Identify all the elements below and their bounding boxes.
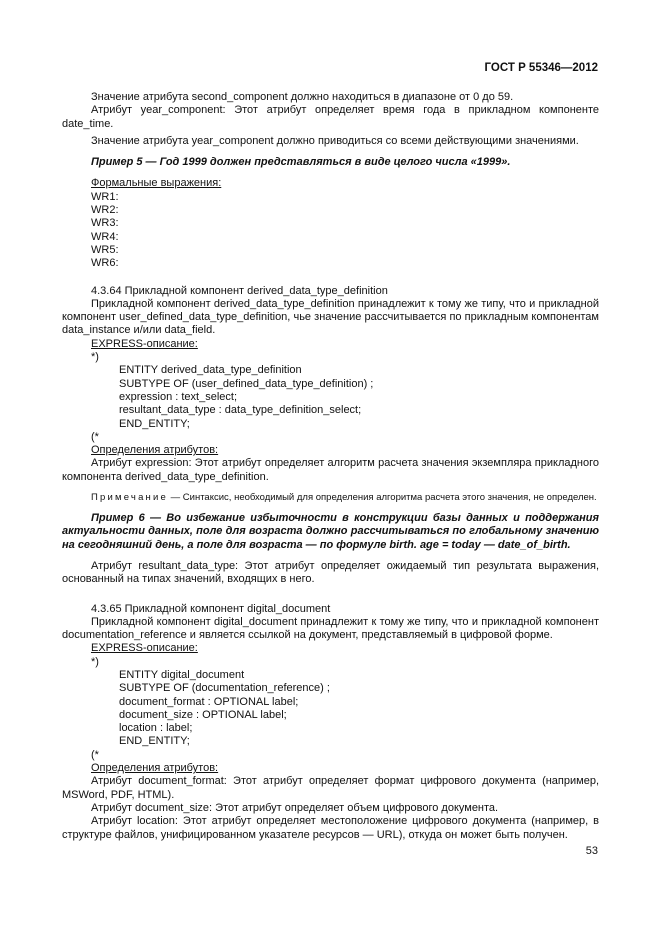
wr-item: WR6:: [91, 257, 119, 270]
attribute-definitions-heading: Определения атрибутов:: [91, 444, 219, 457]
wr-item: WR2:: [91, 204, 119, 217]
page-body: [62, 91, 599, 842]
paragraph: Атрибут resultant_data_type: Этот атрибут определяет ожидаемый тип результата выражения, основанный на типах значений, входящих в него.: [62, 559, 599, 586]
example-6: Пример 6 — Во избежание избыточности в конструкции базы данных и поддержания актуальности данных, поле для возраста должно рассчитываться по глобальному значению на сегодняшний день, а поле для возраста — по формуле birth. age = today — date_of_birth.: [62, 512, 599, 551]
code-line: END_ENTITY;: [119, 735, 190, 748]
paragraph: Значение атрибута year_component должно приводиться со всеми действующими значениями.: [91, 134, 579, 147]
paragraph: Атрибут document_format: Этот атрибут определяет формат цифрового документа (например, MSWord, PDF, HTML).: [62, 775, 599, 801]
paragraph: Атрибут expression: Этот атрибут определяет алгоритм расчета значения экземпляра прикладного компонента derived_data_type_definition.: [62, 457, 599, 483]
code-line: SUBTYPE OF (documentation_reference) ;: [119, 682, 330, 695]
express-open: *): [91, 655, 99, 668]
code-line: ENTITY digital_document: [119, 668, 245, 681]
code-line: resultant_data_type : data_type_definition_select;: [119, 404, 362, 417]
section-heading-4-3-65: 4.3.65 Прикладной компонент digital_document: [91, 602, 331, 615]
code-line: document_size : OPTIONAL label;: [119, 708, 287, 721]
attribute-definitions-heading: Определения атрибутов:: [91, 762, 219, 775]
express-open: *): [91, 351, 99, 364]
paragraph: Прикладной компонент digital_document принадлежит к тому же типу, что и прикладной компонент documentation_reference и является ссылкой на документ, представляемый в цифровой форме.: [62, 615, 599, 642]
code-line: location : label;: [119, 722, 193, 735]
paragraph: Значение атрибута second_component должно находиться в диапазоне от 0 до 59.: [91, 91, 514, 103]
paragraph: Атрибут location: Этот атрибут определяет местоположение цифрового документа (например, в структуре файлов, унифицированном указателе ресурсов — URL), откуда он может быть получен.: [62, 815, 599, 841]
page-number: 53: [585, 845, 598, 857]
paragraph: Прикладной компонент derived_data_type_definition принадлежит к тому же типу, что и прикладной компонент user_defined_data_type_definition, чье значение рассчитывается по прикладным компонентам data_instance и/или data_field.: [62, 297, 599, 337]
express-heading: EXPRESS-описание:: [91, 642, 198, 655]
code-line: expression : text_select;: [119, 390, 238, 403]
note-label: Примечание: [91, 492, 168, 504]
formal-expressions-heading: Формальные выражения:: [91, 177, 222, 190]
express-heading: EXPRESS-описание:: [91, 337, 198, 350]
note-text: — Синтаксис, необходимый для определения алгоритма расчета этого значения, не определен.: [168, 492, 597, 504]
example-5: Пример 5 — Год 1999 должен представляться в виде целого числа «1999».: [91, 156, 511, 169]
note: [62, 492, 599, 504]
express-close: (*: [91, 430, 99, 443]
paragraph: Атрибут document_size: Этот атрибут определяет объем цифрового документа.: [91, 801, 499, 814]
code-line: document_format : OPTIONAL label;: [119, 695, 299, 708]
code-line: END_ENTITY;: [119, 417, 190, 430]
paragraph: Атрибут year_component: Этот атрибут определяет время года в прикладном компоненте date_time.: [62, 104, 599, 130]
section-heading-4-3-64: 4.3.64 Прикладной компонент derived_data_type_definition: [91, 284, 388, 297]
code-line: ENTITY derived_data_type_definition: [119, 364, 302, 377]
wr-item: WR5:: [91, 243, 119, 256]
code-line: SUBTYPE OF (user_defined_data_type_definition) ;: [119, 377, 374, 390]
express-close: (*: [91, 748, 99, 761]
standard-header: ГОСТ Р 55346—2012: [484, 62, 598, 74]
wr-item: WR4:: [91, 230, 119, 243]
wr-item: WR3:: [91, 217, 119, 230]
wr-item: WR1:: [91, 190, 119, 203]
